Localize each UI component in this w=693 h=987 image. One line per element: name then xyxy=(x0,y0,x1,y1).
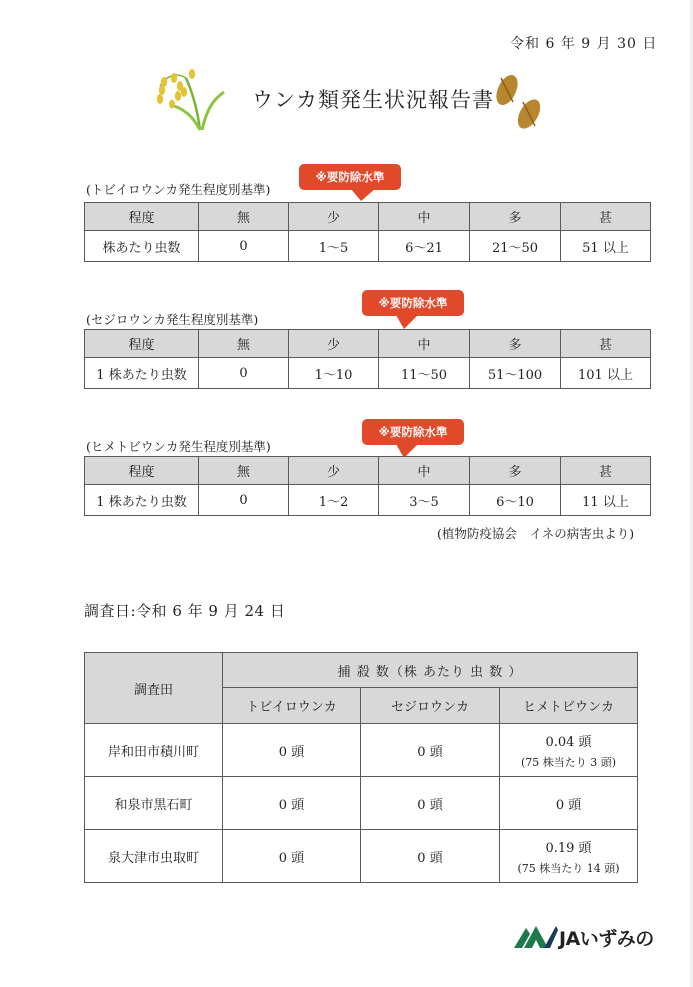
table-header-row xyxy=(85,653,638,688)
survey-date: 調査日:令和 6 年 9 月 24 日 xyxy=(84,602,286,620)
callout-label: ※要防除水準 xyxy=(378,296,448,310)
level-none: 無 xyxy=(199,457,289,485)
table-cell: 21〜50 xyxy=(470,231,561,262)
table-row xyxy=(85,724,638,777)
table-row xyxy=(85,777,638,830)
level-high: 多 xyxy=(470,203,561,231)
table-cell: 11 以上 xyxy=(561,485,651,516)
table-cell: 3〜5 xyxy=(379,485,470,516)
rice-seed-icon xyxy=(487,68,547,136)
level-none: 無 xyxy=(199,330,289,358)
level-medium: 中 xyxy=(379,330,470,358)
caption-whitebacked-planthopper: (セジロウンカ発生程度別基準) xyxy=(86,312,259,327)
level-severe: 甚 xyxy=(561,203,651,231)
level-severe: 甚 xyxy=(561,457,651,485)
level-high: 多 xyxy=(470,457,561,485)
control-level-callout xyxy=(362,419,464,445)
row-label: 株あたり虫数 xyxy=(85,231,199,262)
table-cell: 0 頭 xyxy=(361,724,500,777)
callout-label: ※要防除水準 xyxy=(378,425,448,439)
table-cell: 0 頭 xyxy=(223,777,361,830)
table-cell: 1〜5 xyxy=(289,231,379,262)
table-header-row xyxy=(85,203,651,231)
table-cell: 51 以上 xyxy=(561,231,651,262)
table-cell: 1〜10 xyxy=(289,358,379,389)
table-header-row xyxy=(85,330,651,358)
table-row xyxy=(85,358,651,389)
report-title: ウンカ類発生状況報告書 xyxy=(252,88,494,112)
table-cell xyxy=(500,830,638,883)
table-cell: 6〜21 xyxy=(379,231,470,262)
count-table xyxy=(84,652,638,883)
table-cell: 101 以上 xyxy=(561,358,651,389)
table-row xyxy=(85,830,638,883)
table-cell: 0 xyxy=(199,231,289,262)
level-low: 少 xyxy=(289,203,379,231)
level-low: 少 xyxy=(289,457,379,485)
count-note: (75 株当たり 14 頭) xyxy=(517,861,620,875)
level-low: 少 xyxy=(289,330,379,358)
table-cell: 6〜10 xyxy=(470,485,561,516)
table-cell: 0 頭 xyxy=(361,830,500,883)
ja-logo-text: JAいずみの xyxy=(559,928,654,950)
ja-logo-icon xyxy=(514,922,558,948)
standard-table-whitebacked xyxy=(84,329,651,389)
field-name: 和泉市黒石町 xyxy=(85,777,223,830)
species-header: セジロウンカ xyxy=(361,688,500,724)
level-header: 程度 xyxy=(85,203,199,231)
level-none: 無 xyxy=(199,203,289,231)
level-header: 程度 xyxy=(85,457,199,485)
table-cell: 0 頭 xyxy=(223,830,361,883)
field-name: 岸和田市積川町 xyxy=(85,724,223,777)
level-medium: 中 xyxy=(379,457,470,485)
table-cell: 0 xyxy=(199,485,289,516)
caption-brown-planthopper: (トビイロウンカ発生程度別基準) xyxy=(86,182,271,197)
caption-smaller-brown-planthopper: (ヒメトビウンカ発生程度別基準) xyxy=(86,439,271,454)
table-cell: 0 xyxy=(199,358,289,389)
table-cell: 0 頭 xyxy=(223,724,361,777)
species-header: トビイロウンカ xyxy=(223,688,361,724)
row-label: 1 株あたり虫数 xyxy=(85,358,199,389)
count-value: 0.04 頭 xyxy=(545,734,592,750)
table-cell xyxy=(500,724,638,777)
group-header: 捕 殺 数（株 あたり 虫 数 ） xyxy=(223,653,638,688)
source-note: (植物防疫協会 イネの病害虫より) xyxy=(437,526,635,541)
table-header-row xyxy=(85,457,651,485)
control-level-callout xyxy=(362,290,464,316)
field-name: 泉大津市虫取町 xyxy=(85,830,223,883)
table-cell: 0 頭 xyxy=(500,777,638,830)
control-level-callout xyxy=(299,164,401,190)
species-header: ヒメトビウンカ xyxy=(500,688,638,724)
standard-table-brown xyxy=(84,202,651,262)
standard-table-smaller-brown xyxy=(84,456,651,516)
level-header: 程度 xyxy=(85,330,199,358)
level-severe: 甚 xyxy=(561,330,651,358)
count-value: 0.19 頭 xyxy=(545,840,592,856)
row-label: 1 株あたり虫数 xyxy=(85,485,199,516)
table-row xyxy=(85,485,651,516)
field-header: 調査田 xyxy=(85,653,223,724)
level-medium: 中 xyxy=(379,203,470,231)
rice-plant-icon xyxy=(150,66,232,132)
table-cell: 51〜100 xyxy=(470,358,561,389)
table-cell: 1〜2 xyxy=(289,485,379,516)
level-high: 多 xyxy=(470,330,561,358)
table-cell: 11〜50 xyxy=(379,358,470,389)
table-cell: 0 頭 xyxy=(361,777,500,830)
report-date: 令和 6 年 9 月 30 日 xyxy=(510,36,658,52)
count-note: (75 株当たり 3 頭) xyxy=(520,755,617,769)
table-row xyxy=(85,231,651,262)
callout-label: ※要防除水準 xyxy=(315,170,385,184)
